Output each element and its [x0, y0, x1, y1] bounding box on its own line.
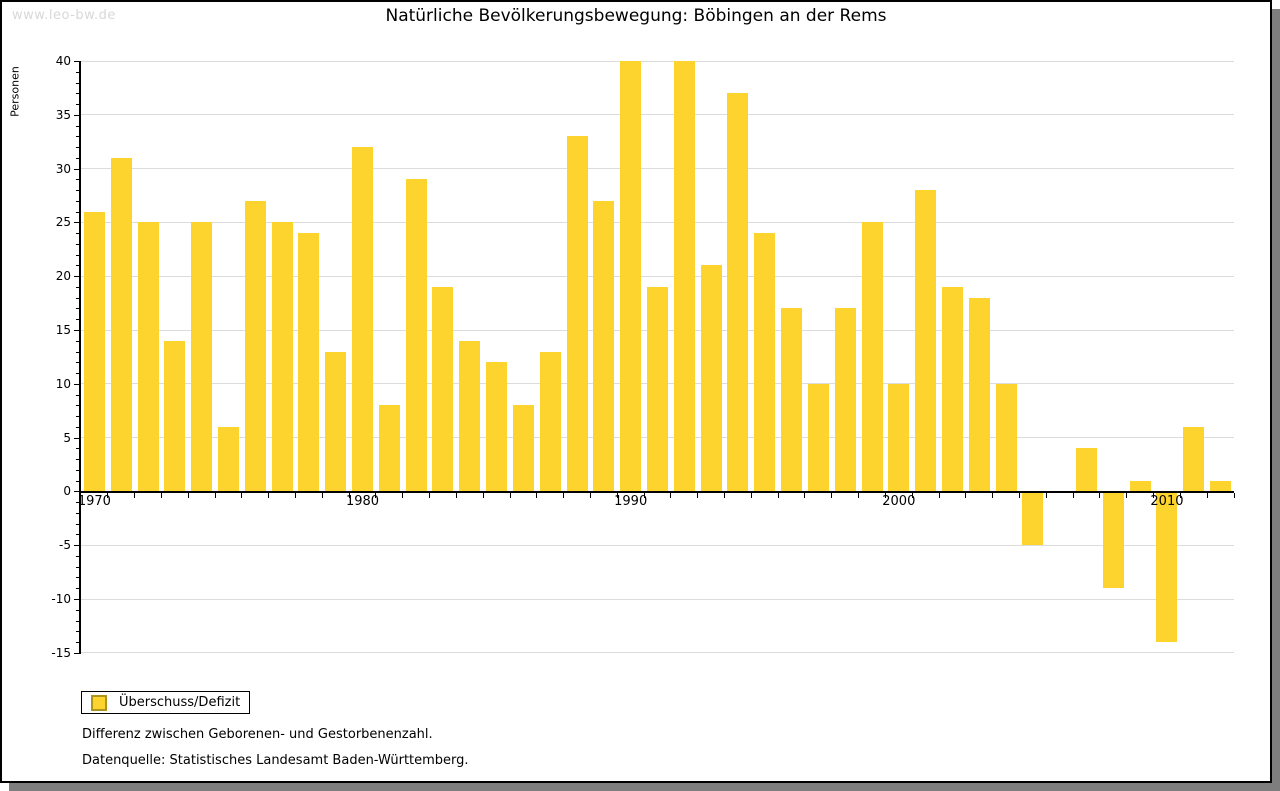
bar-2005	[1022, 491, 1043, 545]
footnote-source: Datenquelle: Statistisches Landesamt Baden-Württemberg.	[82, 753, 469, 768]
x-tick	[1046, 493, 1047, 498]
x-axis-line	[81, 491, 1234, 493]
bar-1972	[138, 222, 159, 491]
bar-1992	[674, 61, 695, 491]
bar-2001	[915, 190, 936, 491]
gridline	[81, 652, 1234, 653]
bar-1979	[325, 352, 346, 492]
watermark: www.leo-bw.de	[12, 8, 116, 23]
gridline	[81, 114, 1234, 115]
x-tick	[1207, 493, 1208, 498]
bar-2008	[1103, 491, 1124, 588]
bar-1999	[862, 222, 883, 491]
y-axis-line	[79, 61, 81, 654]
y-tick-label: -15	[51, 645, 71, 660]
bar-2012	[1210, 481, 1231, 492]
plot-area	[51, 54, 1234, 660]
x-tick	[322, 493, 323, 498]
y-tick-label: 15	[55, 323, 71, 337]
bar-1977	[272, 222, 293, 491]
x-tick	[161, 493, 162, 498]
y-tick-label: 35	[55, 107, 71, 122]
legend-swatch	[91, 695, 107, 711]
y-tick-label: 25	[55, 215, 71, 230]
footnote-definition: Differenz zwischen Geborenen- und Gestorbenenzahl.	[82, 727, 433, 742]
x-tick	[858, 493, 859, 498]
bar-1973	[164, 341, 185, 492]
x-tick	[1099, 493, 1100, 498]
bar-2000	[888, 384, 909, 492]
x-tick	[697, 493, 698, 498]
x-tick	[134, 493, 135, 498]
x-tick-label: 2010	[1150, 494, 1184, 510]
x-tick	[268, 493, 269, 498]
x-tick	[188, 493, 189, 498]
y-axis-title: Personen	[8, 66, 22, 117]
x-tick	[402, 493, 403, 498]
y-tick-label: 40	[55, 54, 71, 68]
x-tick	[536, 493, 537, 498]
bar-2011	[1183, 427, 1204, 492]
x-tick	[215, 493, 216, 498]
legend-box	[81, 691, 250, 714]
x-tick	[590, 493, 591, 498]
bar-1997	[808, 384, 829, 492]
bar-1983	[432, 287, 453, 491]
bar-1985	[486, 362, 507, 491]
bar-2007	[1076, 448, 1097, 491]
x-tick-label: 1970	[77, 494, 111, 510]
x-tick	[804, 493, 805, 498]
gridline	[81, 61, 1234, 62]
bar-1981	[379, 405, 400, 491]
y-tick-label: 10	[55, 376, 71, 391]
bar-1971	[111, 158, 132, 492]
x-tick	[965, 493, 966, 498]
bar-1995	[754, 233, 775, 491]
bar-1984	[459, 341, 480, 492]
y-tick-label: 0	[63, 484, 71, 499]
bar-1978	[298, 233, 319, 491]
x-tick	[778, 493, 779, 498]
y-tick-label: 20	[55, 269, 71, 284]
bar-1980	[352, 147, 373, 491]
x-tick	[429, 493, 430, 498]
x-tick	[939, 493, 940, 498]
bar-2010	[1156, 491, 1177, 642]
bar-2009	[1130, 481, 1151, 492]
x-tick	[241, 493, 242, 498]
bar-1989	[593, 201, 614, 492]
y-tick-label: 30	[55, 161, 71, 176]
bar-1974	[191, 222, 212, 491]
y-tick-label: 5	[63, 430, 71, 445]
x-tick	[1019, 493, 1020, 498]
x-tick	[1126, 493, 1127, 498]
x-tick	[724, 493, 725, 498]
x-tick	[456, 493, 457, 498]
y-tick-label: -5	[59, 538, 71, 553]
x-tick	[670, 493, 671, 498]
chart-title: Natürliche Bevölkerungsbewegung: Böbingen an der Rems	[385, 6, 887, 26]
x-tick	[483, 493, 484, 498]
x-tick-label: 1980	[345, 494, 380, 510]
bar-1990	[620, 61, 641, 491]
x-tick	[563, 493, 564, 498]
x-tick	[751, 493, 752, 498]
bar-1970	[84, 212, 105, 492]
x-tick	[510, 493, 511, 498]
bar-2004	[996, 384, 1017, 492]
gridline	[81, 545, 1234, 546]
bar-1976	[245, 201, 266, 492]
y-tick-label: -10	[51, 592, 71, 606]
bar-1987	[540, 352, 561, 492]
bar-1988	[567, 136, 588, 491]
bar-1996	[781, 308, 802, 491]
x-tick-label: 1990	[614, 494, 648, 510]
x-tick	[992, 493, 993, 498]
gridline	[81, 599, 1234, 600]
x-tick	[1073, 493, 1074, 498]
x-tick	[831, 493, 832, 498]
bar-1991	[647, 287, 668, 491]
bar-2002	[942, 287, 963, 491]
x-tick	[1234, 493, 1235, 498]
x-tick	[295, 493, 296, 498]
bar-1986	[513, 405, 534, 491]
bar-1993	[701, 265, 722, 491]
bar-2003	[969, 298, 990, 492]
bar-1975	[218, 427, 239, 492]
bar-1998	[835, 308, 856, 491]
legend-label: Überschuss/Defizit	[119, 695, 241, 710]
gridline	[81, 168, 1234, 169]
x-tick-label: 2000	[882, 494, 916, 510]
bar-1994	[727, 93, 748, 491]
bar-1982	[406, 179, 427, 491]
